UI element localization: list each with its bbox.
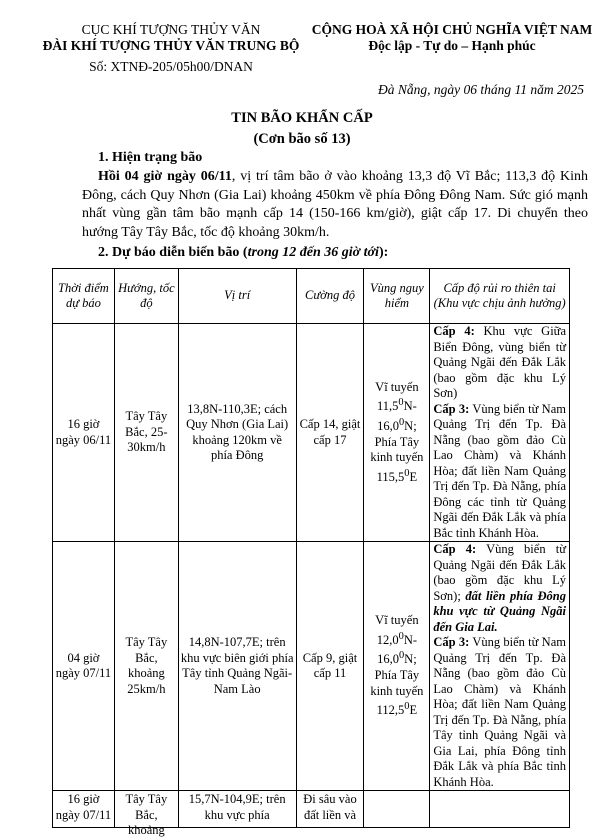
cell-direction: Tây Tây Bắc, khoảng 25km/h — [114, 542, 178, 791]
cell-time: 16 giờ ngày 07/11 — [53, 791, 115, 828]
section-2-heading: 2. Dự báo diễn biến bão (trong 12 đến 36 giờ tới): — [98, 245, 389, 260]
cell-position: 13,8N-110,3E; cách Quy Nhơn (Gia Lai) khoảng 120km về phía Đông — [178, 324, 296, 542]
cell-risk-level — [430, 791, 570, 828]
section-1-paragraph — [82, 168, 588, 242]
cell-risk-level: Cấp 4: Vùng biển từ Quảng Ngãi đến Đắk Lắk (bao gồm đặc khu Lý Sơn); đất liền phía Đông khu vực từ Quảng Ngãi đến Gia Lai. Cấp 3: Vùng biển từ Nam Quảng Trị đến Tp. Đà Nẵng (bao gồm đảo Cù Lao Chàm) và Khánh Hòa; đất liền Nam Quảng Trị đến Tp. Đà Nẵng, phía Tây tỉnh Quảng Ngãi và Gia Lai, phía Đông tỉnh Đắk Lắk và phía Bắc tỉnh Khánh Hòa. — [430, 542, 570, 791]
section-1-heading: 1. Hiện trạng bão — [98, 150, 203, 165]
document-header — [0, 22, 604, 88]
col-header-danger-zone: Vùng nguy hiểm — [364, 269, 430, 324]
cell-danger-zone: Vĩ tuyến 11,5$^0$N-16,0$^0$N; Phía Tây kinh tuyến 115,5$^0$E — [364, 324, 430, 542]
document-number: Số: XTNĐ-205/05h00/DNAN — [89, 59, 253, 74]
table-row — [53, 542, 570, 791]
col-header-direction: Hướng, tốc độ — [114, 269, 178, 324]
forecast-table — [52, 268, 570, 837]
national-motto: Độc lập - Tự do – Hạnh phúc — [368, 38, 536, 53]
cell-intensity: Cấp 14, giật cấp 17 — [296, 324, 364, 542]
col-header-intensity: Cường độ — [296, 269, 364, 324]
section-1-text: , vị trí tâm bão ở vào khoảng 13,3 độ Vĩ Bắc; 113,3 độ Kinh Đông, cách Quy Nhơn (Gia Lai) khoảng 450km về phía Đông Đông Nam. Sức gió mạnh nhất vùng gần tâm bão mạnh cấp 14 (150-166 km/giờ), giật cấp 17. Di chuyển theo hướng Tây Tây Bắc, tốc độ khoảng 30km/h. — [82, 169, 588, 240]
cell-direction: Tây Tây Bắc, 25-30km/h — [114, 324, 178, 542]
agency-parent: CỤC KHÍ TƯỢNG THỦY VĂN — [81, 22, 261, 37]
country-name: CỘNG HOÀ XÃ HỘI CHỦ NGHĨA VIỆT NAM — [311, 22, 593, 37]
col-header-risk-level: Cấp độ rủi ro thiên tai (Khu vực chịu ảnh hưởng) — [430, 269, 570, 324]
cell-position: 15,7N-104,9E; trên khu vực phía — [178, 791, 296, 828]
table-row — [53, 324, 570, 542]
title-main: TIN BÃO KHẨN CẤP — [231, 110, 373, 126]
issue-date: Đà Nẵng, ngày 06 tháng 11 năm 2025 — [378, 82, 584, 97]
bulletin-title — [0, 108, 604, 150]
cell-intensity: Cấp 9, giật cấp 11 — [296, 542, 364, 791]
cell-danger-zone: Vĩ tuyến 12,0$^0$N-16,0$^0$N; Phía Tây kinh tuyến 112,5$^0$E — [364, 542, 430, 791]
cell-time: 04 giờ ngày 07/11 — [53, 542, 115, 791]
col-header-time: Thời điểm dự báo — [53, 269, 115, 324]
cell-danger-zone — [364, 791, 430, 828]
cell-intensity: Đi sâu vào đất liền và — [296, 791, 364, 828]
col-header-position: Vị trí — [178, 269, 296, 324]
table-row — [53, 791, 570, 828]
issuing-agency-block — [38, 22, 304, 75]
cell-risk-level: Cấp 4: Khu vực Giữa Biển Đông, vùng biển từ Quảng Ngãi đến Đắk Lắk (bao gồm đặc khu Lý Sơn) Cấp 3: Vùng biển từ Nam Quảng Trị đến Tp. Đà Nẵng (bao gồm đảo Cù Lao Chàm) và Khánh Hòa; đất liền Nam Quảng Trị đến Tp. Đà Nẵng, phía Đông các tỉnh từ Quảng Ngãi đến Đắk Lắk và phía Bắc tỉnh Khánh Hòa. — [430, 324, 570, 542]
title-sub: (Cơn bão số 13) — [253, 131, 351, 147]
section-1-lead: Hồi 04 giờ ngày 06/11 — [98, 169, 232, 184]
cell-position: 14,8N-107,7E; trên khu vực biên giới phía Tây tỉnh Quảng Ngãi-Nam Lào — [178, 542, 296, 791]
agency-name: ĐÀI KHÍ TƯỢNG THỦY VĂN TRUNG BỘ — [42, 38, 300, 53]
section-2-heading-italic: trong 12 đến 36 giờ tới — [247, 245, 379, 260]
table-header-row — [53, 269, 570, 324]
national-header-block — [300, 22, 604, 54]
cell-direction: Tây Tây Bắc, khoảng — [114, 791, 178, 828]
cell-time: 16 giờ ngày 06/11 — [53, 324, 115, 542]
